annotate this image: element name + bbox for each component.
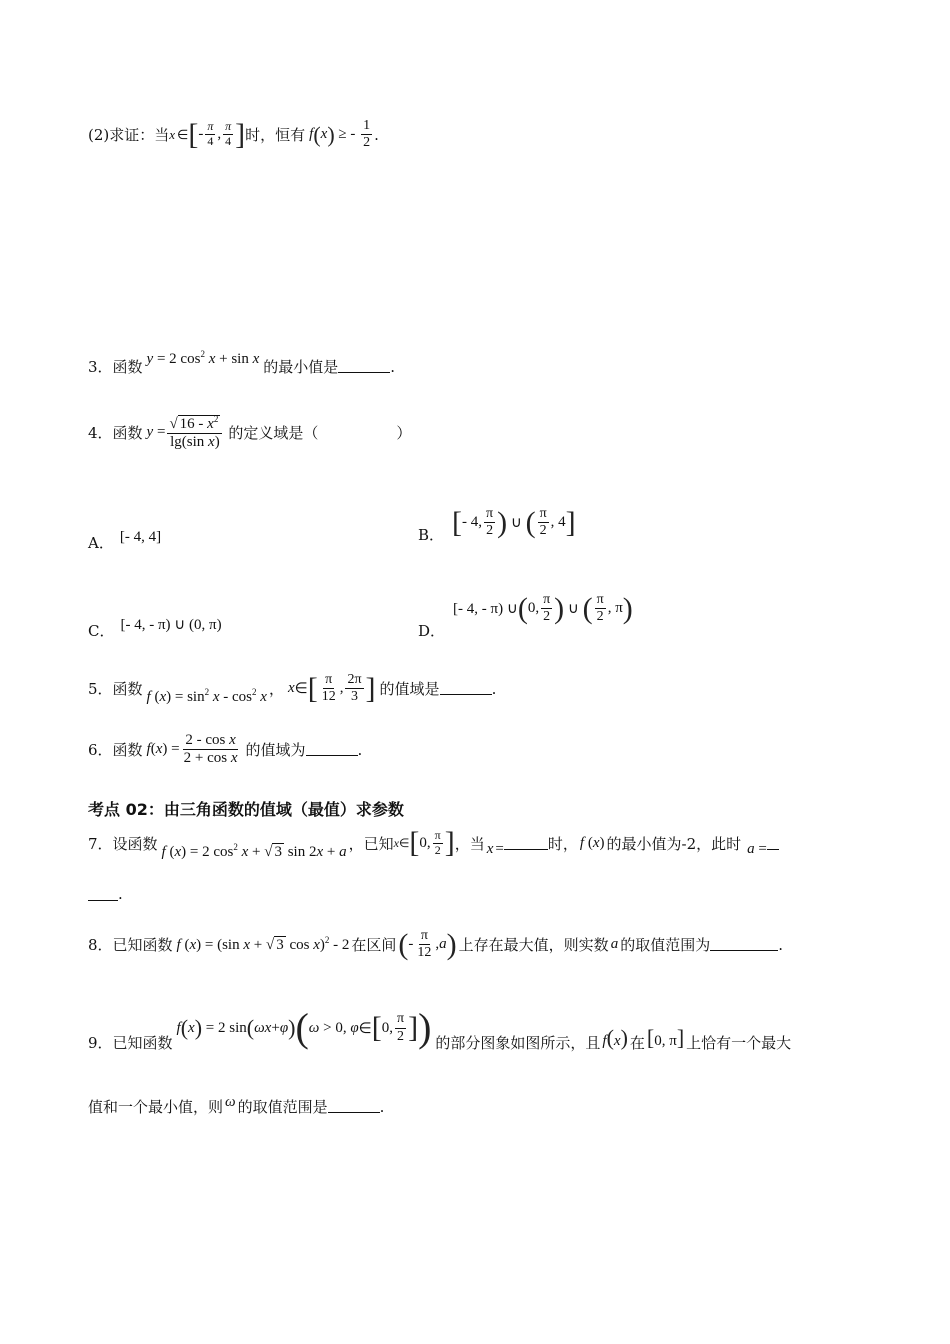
q5-text: 的值域是 — [379, 680, 440, 699]
option-b-formula: [ - 4, $\frac{\pi}{2}$ ) ∪ ( $\frac{\pi}{2}$ , 4 ] — [452, 505, 576, 539]
q4-close: ） — [396, 424, 412, 443]
q2-inequality: f ( x ) ≥ - $\frac{1}{2}$ — [309, 118, 371, 151]
q2-end: . — [374, 125, 379, 144]
option-b-label: B． — [418, 526, 445, 544]
q5-end: . — [491, 679, 497, 698]
q4-option-a — [88, 522, 161, 553]
option-c-formula: [- 4, - π) ∪ (0, π) — [120, 617, 222, 633]
q8-interval-label: 在区间 — [351, 936, 397, 955]
q8-num: 8．已知函数 — [88, 936, 173, 955]
option-c-label: C． — [88, 622, 115, 640]
q6-formula: f ( x ) = $\frac{\text{2 - cos x}}{\text{2 + cos x}}$ — [146, 732, 238, 767]
q8-a: a — [610, 936, 619, 953]
q2-mid: 时，恒有 — [245, 126, 306, 145]
q7-formula: f (x) = 2 $\cos^2 x$ + √ 3 sin 2x + a — [161, 841, 347, 860]
option-d-formula: [- 4, - π) ∪ ( 0, $\frac{\pi}{2}$ ) ∪ ( $\frac{\pi}{2}$ , π ) — [453, 591, 633, 625]
q9-num: 9．已知函数 — [88, 1033, 173, 1052]
q5 — [88, 672, 496, 705]
q8-end: . — [778, 935, 783, 954]
q9 — [88, 1005, 792, 1052]
q9-line2: 值和一个最小值，则 — [88, 1098, 224, 1116]
q4-option-d — [418, 588, 633, 641]
q9-text2: 上恰有一个最大 — [686, 1033, 792, 1052]
q3-text: 的最小值是 — [263, 358, 339, 376]
q6 — [88, 732, 362, 768]
q5-formula: f $(x) = \sin^2 x - \cos^2 x$ — [146, 687, 267, 706]
q3 — [88, 349, 396, 377]
q4-num: 4．函数 — [88, 424, 143, 443]
q4-option-c — [88, 608, 222, 641]
option-d-label: D． — [418, 622, 446, 640]
q7-fx: f (x) — [579, 834, 605, 851]
q9-fx: f(x) — [602, 1024, 628, 1050]
q7-known: ，已知 — [348, 834, 394, 853]
q3-formula: y = 2 $\cos^2 x + \sin x$ — [146, 349, 260, 367]
q8-text: 上存在最大值，则实数 — [458, 936, 609, 955]
q4 — [88, 414, 411, 452]
q7-blank-a-2 — [88, 888, 118, 901]
q9-end: . — [379, 1097, 385, 1116]
q3-end: . — [390, 357, 396, 376]
q3-num: 3．函数 — [88, 358, 143, 376]
q7-a: a — [747, 840, 755, 857]
q7-cont — [88, 885, 123, 903]
q9-on: 在 — [629, 1033, 645, 1052]
option-a-label: A． — [88, 534, 114, 552]
q7-text: 的最小值为-2，此时 — [606, 834, 742, 853]
q9-blank — [328, 1100, 380, 1113]
q9-text: 的部分图象如图所示，且 — [435, 1033, 601, 1052]
q7: 7．设函数 f (x) = 2 $\cos^2 x$ + √ 3 sin 2x + a ，已知 x ∈ [ 0, $\frac{\pi}{2}$ ] ，当 x = 时， f (x) 的最小值为-2，此时 a = — [88, 828, 779, 858]
q8 — [88, 928, 783, 961]
q5-blank — [440, 682, 492, 695]
q3-blank — [338, 360, 390, 373]
q7-end: . — [118, 885, 123, 903]
q2-interval: x ∈ [ - $\frac{\pi}{4}$ , $\frac{\pi}{4}$ ] — [169, 117, 246, 151]
q8-blank — [710, 938, 778, 951]
q9-omega: ω — [225, 1094, 236, 1110]
q8-text2: 的取值范围为 — [620, 936, 711, 955]
q2-part2 — [88, 118, 379, 151]
q4-text: 的定义域是（ — [228, 424, 319, 443]
q7-time: 时， — [547, 834, 578, 853]
q9-interval: [0, π] — [646, 1024, 685, 1050]
q6-text: 的值域为 — [245, 741, 306, 760]
q9-formula: f ( x ) = 2 sin ( ωx + φ ) ( ω > 0, φ ∈ [ 0, $\frac{\pi}{2}$ ] ) — [176, 1005, 432, 1050]
q6-num: 6．函数 — [88, 741, 143, 760]
q5-comma: ， — [268, 680, 284, 699]
q9-text3: 的取值范围是 — [237, 1098, 328, 1116]
q4-option-b — [418, 500, 576, 545]
q6-end: . — [357, 740, 363, 759]
q2-label: (2)求证：当 — [88, 126, 170, 145]
q4-formula: y = $\frac{√ 16 - x^2}{\text{lg(sin x)}}$ — [147, 414, 225, 452]
q7-x: x — [486, 840, 494, 857]
q7-blank-a-1 — [767, 837, 779, 850]
q5-interval: x ∈ [ $\frac{\pi}{12}$ , $\frac{2\pi}{3}$ ] — [287, 671, 376, 705]
q6-blank — [306, 743, 358, 756]
q7-num: 7．设函数 — [88, 834, 158, 853]
option-a-formula: [- 4, 4] — [119, 529, 162, 545]
q7-interval: x ∈ [ 0, $\frac{\pi}{2}$ ] — [393, 826, 455, 859]
q8-formula: f (x) = (sin x + √ 3 cos x)$^2$ - 2 — [176, 935, 350, 954]
q9-cont — [88, 1096, 384, 1117]
section-heading: 考点 02：由三角函数的值域（最值）求参数 — [88, 800, 404, 819]
q5-num: 5．函数 — [88, 680, 143, 699]
q8-interval: ( - $\frac{\pi}{12}$ , a ) — [398, 927, 457, 961]
q7-blank-x — [504, 837, 548, 850]
q7-when: ，当 — [454, 834, 485, 853]
